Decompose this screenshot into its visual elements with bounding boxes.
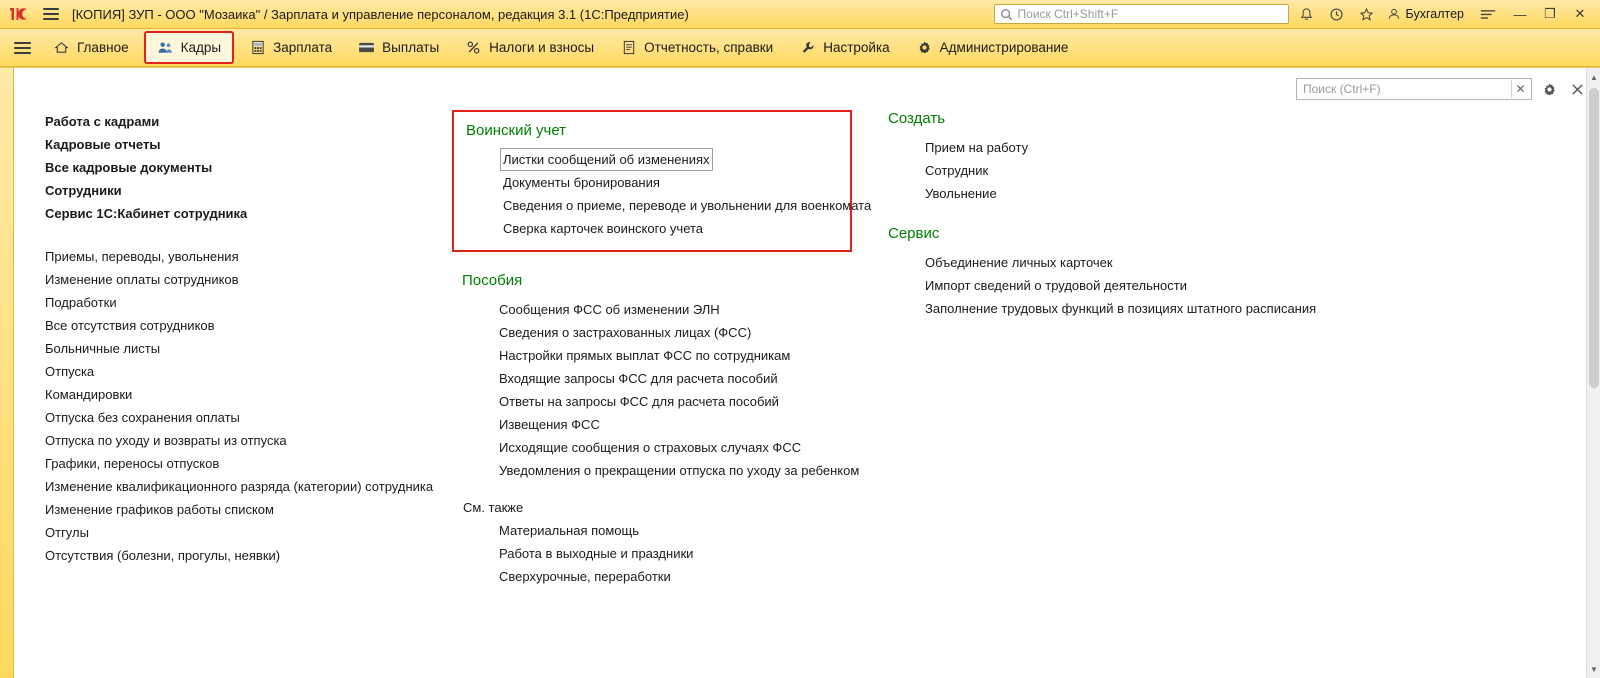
menu-item-label: Налоги и взносы (489, 40, 595, 55)
link-sotrudnik[interactable]: Сотрудник (925, 163, 989, 178)
link-import-svedenii[interactable]: Импорт сведений о трудовой деятельности (925, 278, 1187, 293)
link-soobsheniya-fss-eln[interactable]: Сообщения ФСС об изменении ЭЛН (499, 302, 720, 317)
system-menu-icon[interactable] (40, 3, 62, 25)
minimize-button[interactable]: — (1513, 6, 1527, 22)
spacer (42, 225, 462, 245)
calculator-icon (249, 39, 266, 56)
link-nastroiki-pryamyh-vyplat[interactable]: Настройки прямых выплат ФСС по сотрудникам (499, 348, 791, 363)
maximize-button[interactable]: ❐ (1544, 6, 1556, 21)
menu-item-vyplaty[interactable] (345, 29, 452, 66)
link-sverka-kartochek[interactable]: Сверка карточек воинского учета (503, 221, 704, 236)
link-uvolnenie[interactable]: Увольнение (925, 186, 997, 201)
content-search-placeholder: Поиск (Ctrl+F) (1303, 82, 1381, 96)
close-button[interactable]: ✕ (1574, 6, 1586, 21)
current-user[interactable] (1387, 7, 1464, 21)
link-otvety-na-zaprosy-fss[interactable]: Ответы на запросы ФСС для расчета пособий (499, 394, 779, 409)
global-search-input[interactable] (994, 4, 1289, 24)
vertical-scrollbar[interactable] (1586, 68, 1600, 678)
menu-item-label: Кадры (180, 40, 222, 55)
section-title-posobiya: Пособия (462, 272, 523, 289)
link-vhodyashie-zaprosy-fss[interactable]: Входящие запросы ФСС для расчета пособий (499, 371, 778, 386)
link-izmenenie-kvalifikacii[interactable]: Изменение квалификационного разряда (категории) сотрудника (45, 479, 434, 494)
link-bolnichnye-listy[interactable]: Больничные листы (45, 341, 161, 356)
scroll-thumb[interactable] (1589, 88, 1599, 388)
history-icon[interactable] (1325, 3, 1349, 25)
toolbar-close-icon[interactable] (1566, 78, 1588, 100)
section-title-servis: Сервис (888, 225, 940, 242)
link-rabota-s-kadrami[interactable]: Работа с кадрами (45, 114, 160, 129)
user-icon (1387, 7, 1401, 21)
wrench-icon (799, 39, 816, 56)
current-user-label: Бухгалтер (1405, 7, 1464, 21)
functions-menu-icon[interactable] (1476, 3, 1500, 25)
scroll-up-icon[interactable]: ▲ (1590, 72, 1598, 82)
home-icon (53, 39, 70, 56)
bell-icon[interactable] (1295, 3, 1319, 25)
menu-item-zarplata[interactable] (236, 29, 345, 66)
link-priemy-perevody-uvolneniya[interactable]: Приемы, переводы, увольнения (45, 249, 239, 264)
section-title-sm-takzhe: См. также (463, 500, 524, 515)
military-section-highlight (452, 110, 872, 252)
left-rail (0, 68, 14, 678)
percent-icon (465, 39, 482, 56)
link-vse-otsutstviya[interactable]: Все отсутствия сотрудников (45, 318, 215, 333)
spacer (886, 205, 1366, 225)
people-icon (157, 39, 174, 56)
window-controls (1506, 3, 1594, 25)
section-title-sozdat: Создать (888, 110, 946, 127)
link-sotrudniki[interactable]: Сотрудники (45, 183, 122, 198)
menu-item-nalogi[interactable] (452, 29, 607, 66)
link-podrabotki[interactable]: Подработки (45, 295, 117, 310)
link-obedinenie-lichnyh-kartochek[interactable]: Объединение личных карточек (925, 255, 1113, 270)
link-komandirovki[interactable]: Командировки (45, 387, 133, 402)
link-otpuska-bez-sohraneniya[interactable]: Отпуска без сохранения оплаты (45, 410, 240, 425)
link-priem-na-rabotu[interactable]: Прием на работу (925, 140, 1029, 155)
link-sverhurochnye[interactable]: Сверхурочные, переработки (499, 569, 671, 584)
link-otguly[interactable]: Отгулы (45, 525, 89, 540)
card-icon (358, 39, 375, 56)
link-kadrovye-otchety[interactable]: Кадровые отчеты (45, 137, 161, 152)
link-otsutstviya-bolezni[interactable]: Отсутствия (болезни, прогулы, неявки) (45, 548, 281, 563)
menu-item-label: Выплаты (382, 40, 440, 55)
link-otpuska[interactable]: Отпуска (45, 364, 95, 379)
section-title-voinsky-uchet: Воинский учет (466, 122, 567, 139)
star-icon[interactable] (1355, 3, 1379, 25)
link-zapolnenie-trudovyh-funkcii[interactable]: Заполнение трудовых функций в позициях штатного расписания (925, 301, 1317, 316)
column-left (42, 110, 462, 567)
title-bar (0, 0, 1600, 29)
menu-item-glavnoe[interactable] (40, 29, 142, 66)
report-icon (620, 39, 637, 56)
menu-item-label: Отчетность, справки (644, 40, 774, 55)
app-logo-icon (6, 4, 34, 24)
menu-item-label: Администрирование (939, 40, 1069, 55)
link-materialnaya-pomosh[interactable]: Материальная помощь (499, 523, 640, 538)
link-izvesheniya-fss[interactable]: Извещения ФСС (499, 417, 600, 432)
link-servis-1c-kabinet[interactable]: Сервис 1С:Кабинет сотрудника (45, 206, 248, 221)
search-clear-icon[interactable]: ✕ (1511, 80, 1529, 98)
content-area (0, 67, 1600, 678)
link-vse-kadrovye-dokumenty[interactable]: Все кадровые документы (45, 160, 213, 175)
link-uvedomleniya-o-prekrashenii[interactable]: Уведомления о прекращении отпуска по уходу за ребенком (499, 463, 860, 478)
link-rabota-v-vyhodnye[interactable]: Работа в выходные и праздники (499, 546, 694, 561)
link-svedeniya-o-prieme[interactable]: Сведения о приеме, переводе и увольнении для военкомата (503, 198, 872, 213)
column-middle (460, 110, 880, 588)
link-listki-soobshenii[interactable]: Листки сообщений об изменениях (500, 148, 713, 171)
global-search-placeholder: Поиск Ctrl+Shift+F (1017, 7, 1119, 21)
link-dokumenty-bronirovaniya[interactable]: Документы бронирования (503, 175, 660, 190)
link-izmenenie-grafikov[interactable]: Изменение графиков работы списком (45, 502, 274, 517)
link-svedeniya-zastrahovannyh[interactable]: Сведения о застрахованных лицах (ФСС) (499, 325, 752, 340)
menu-item-label: Зарплата (273, 40, 333, 55)
scroll-down-icon[interactable]: ▼ (1590, 664, 1598, 674)
main-menu-bar (0, 29, 1600, 67)
menu-item-administrirovanie[interactable] (903, 29, 1082, 66)
link-izmenenie-oplaty[interactable]: Изменение оплаты сотрудников (45, 272, 239, 287)
menu-item-label: Главное (77, 40, 129, 55)
menu-item-kadry[interactable] (144, 31, 234, 64)
window-title: [КОПИЯ] ЗУП - ООО "Мозаика" / Зарплата и управление персоналом, редакция 3.1 (1С:Предприятие) (72, 6, 689, 22)
spacer (460, 252, 880, 272)
toolbar-settings-icon[interactable] (1538, 78, 1560, 100)
gear-icon (916, 39, 933, 56)
menu-item-label: Настройка (823, 40, 890, 55)
menu-item-otchetnost[interactable] (607, 29, 786, 66)
navigation-panel (14, 110, 1586, 678)
content-search-input[interactable] (1296, 78, 1532, 100)
link-otpuska-po-uhodu[interactable]: Отпуска по уходу и возвраты из отпуска (45, 433, 287, 448)
link-ishodyashie-soobsheniya-fss[interactable]: Исходящие сообщения о страховых случаях ФСС (499, 440, 802, 455)
content-toolbar (1296, 78, 1588, 100)
menu-item-nastroika[interactable] (786, 29, 902, 66)
link-grafiki-perenosy[interactable]: Графики, переносы отпусков (45, 456, 220, 471)
sections-menu-icon[interactable] (4, 29, 40, 66)
column-right (886, 110, 1366, 320)
search-icon (1000, 8, 1013, 21)
